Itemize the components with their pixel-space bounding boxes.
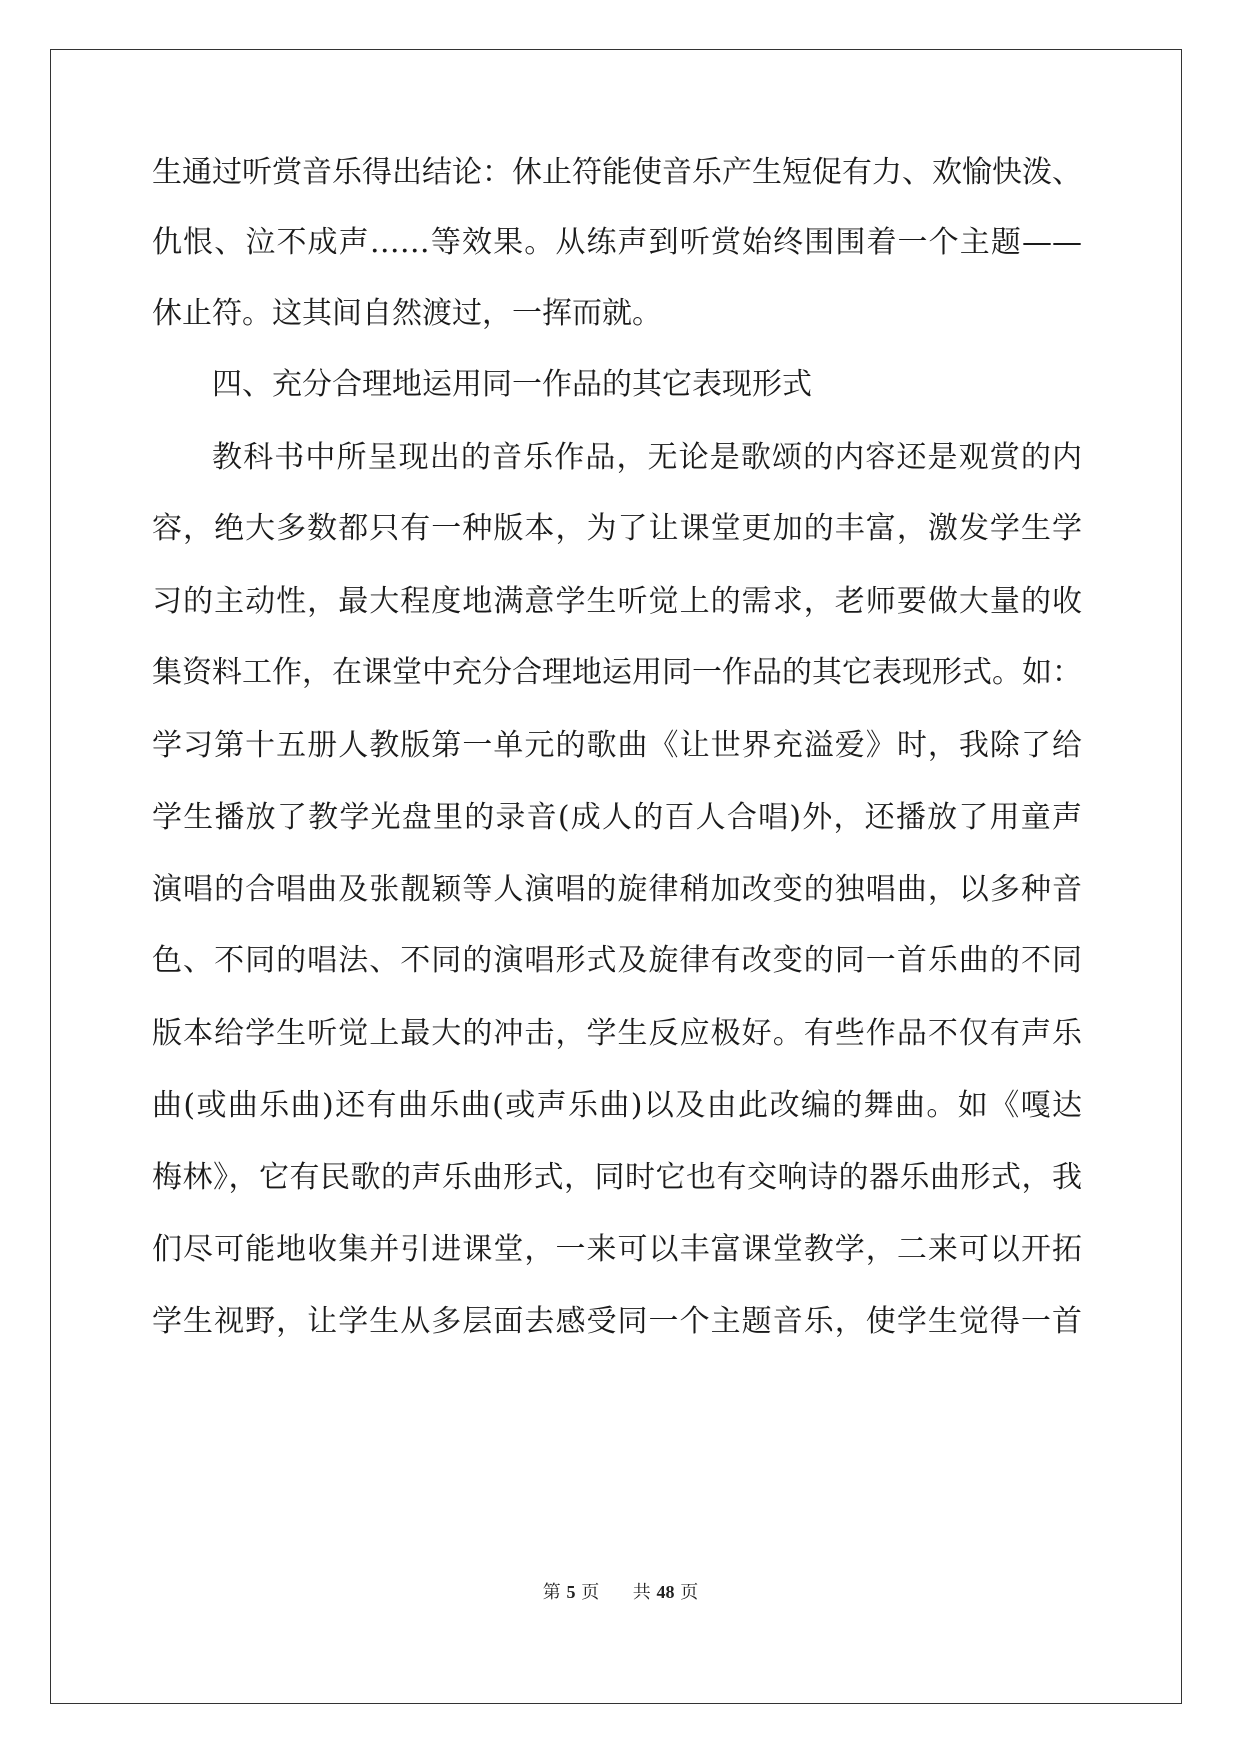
page-footer — [0, 1580, 1241, 1605]
paragraph-line: 色、不同的唱法、不同的演唱形式及旋律有改变的同一首乐曲的不同 — [152, 943, 1082, 978]
total-prefix: 共 — [632, 1582, 651, 1603]
paragraph-line: 仇恨、泣不成声……等效果。从练声到听赏始终围围着一个主题—— — [152, 225, 1082, 260]
paragraph-line: 学生视野，让学生从多层面去感受同一个主题音乐，使学生觉得一首 — [152, 1304, 1082, 1339]
paragraph-line: 学生播放了教学光盘里的录音(成人的百人合唱)外，还播放了用童声 — [152, 800, 1082, 835]
paragraph-line: 习的主动性，最大程度地满意学生听觉上的需求，老师要做大量的收 — [152, 584, 1082, 619]
total-page-count: 48 — [656, 1582, 675, 1602]
paragraph-line: 集资料工作，在课堂中充分合理地运用同一作品的其它表现形式。如： — [152, 655, 1082, 690]
paragraph-line: 学习第十五册人教版第一单元的歌曲《让世界充溢爱》时，我除了给 — [152, 728, 1082, 763]
current-page-number: 5 — [566, 1582, 576, 1602]
paragraph-line: 休止符。这其间自然渡过，一挥而就。 — [152, 296, 662, 331]
paragraph-line: 梅林》，它有民歌的声乐曲形式，同时它也有交响诗的器乐曲形式，我 — [152, 1160, 1082, 1195]
page-prefix: 第 — [542, 1582, 561, 1603]
page-suffix: 页 — [581, 1582, 600, 1603]
total-suffix: 页 — [680, 1582, 699, 1603]
page-number-label — [543, 1580, 599, 1605]
paragraph-line: 曲(或曲乐曲)还有曲乐曲(或声乐曲)以及由此改编的舞曲。如《嘎达 — [152, 1088, 1082, 1123]
paragraph-line: 生通过听赏音乐得出结论：休止符能使音乐产生短促有力、欢愉快泼、 — [152, 155, 1082, 190]
total-pages-label — [633, 1580, 698, 1605]
paragraph-line: 演唱的合唱曲及张靓颖等人演唱的旋律稍加改变的独唱曲，以多种音 — [152, 872, 1082, 907]
paragraph-line: 们尽可能地收集并引进课堂，一来可以丰富课堂教学，二来可以开拓 — [152, 1232, 1082, 1267]
paragraph-line: 教科书中所呈现出的音乐作品，无论是歌颂的内容还是观赏的内 — [212, 440, 1082, 475]
paragraph-line: 版本给学生听觉上最大的冲击，学生反应极好。有些作品不仅有声乐 — [152, 1016, 1082, 1051]
section-heading: 四、充分合理地运用同一作品的其它表现形式 — [212, 367, 812, 402]
paragraph-line: 容，绝大多数都只有一种版本，为了让课堂更加的丰富，激发学生学 — [152, 511, 1082, 546]
